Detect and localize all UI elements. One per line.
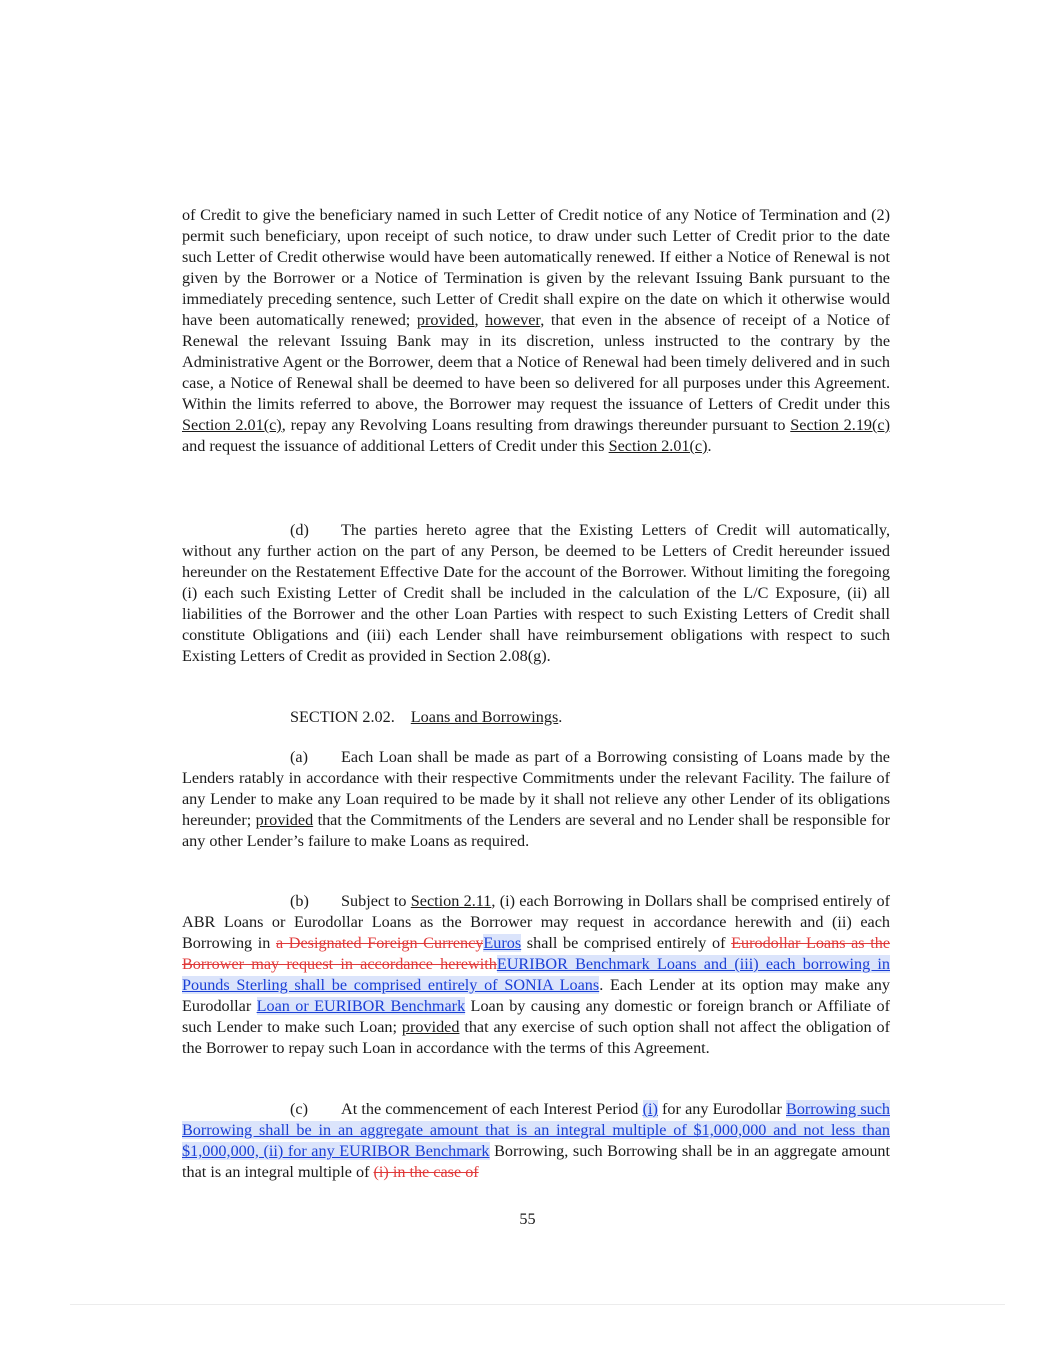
paragraph-interest-period-multiples <box>182 1099 890 1183</box>
section-heading <box>290 707 562 728</box>
section-number: SECTION 2.02. <box>290 708 395 726</box>
text-run: shall be comprised entirely of <box>521 934 732 952</box>
text-run: Loan by causing any domestic or foreign branch or Affiliate of such Lender to make such Loan; <box>182 997 890 1036</box>
inserted-text: EURIBOR Benchmark Loans and (iii) each borrowing in Pounds Sterling shall be comprised entirely of SONIA Loans <box>182 955 891 994</box>
inserted-text: Borrowing such Borrowing shall be in an aggregate amount that is an integral multiple of $1,000,000 and not less than $1,000,000, (ii) for any EURIBOR Benchmark <box>182 1100 890 1160</box>
text-run: . <box>558 708 563 726</box>
inserted-text: Loan or EURIBOR Benchmark <box>256 997 466 1015</box>
paragraph-label: (b) <box>290 892 309 910</box>
section-reference-link[interactable]: Section 2.01(c) <box>608 437 708 455</box>
text-run: At the commencement of each Interest Period <box>341 1100 643 1118</box>
paragraph-label: (a) <box>290 748 308 766</box>
paragraph-borrowing-composition <box>182 891 890 1059</box>
text-run: , repay any Revolving Loans resulting from drawings thereunder pursuant to <box>281 416 791 434</box>
deleted-text: Eurodollar Loans as the Borrower may request in accordance herewith <box>182 934 891 973</box>
paragraph-letter-of-credit-renewal <box>182 205 890 457</box>
term-provided: provided <box>255 811 314 829</box>
inserted-text: (i) <box>642 1100 658 1118</box>
page-number: 55 <box>519 1210 536 1228</box>
inserted-text: Euros <box>483 934 522 952</box>
text-run: The parties hereto agree that the Existing Letters of Credit will automatically, without any further action on the part of any Person, be deemed to be Letters of Credit hereunder issued hereunder on the Restatement Effective Date for the account of the Borrower. Without limiting the foregoing (i) each such Existing Letter of Credit shall be included in the calculation of the L/C Exposure, (ii) all liabilities of the Borrower and the other Loan Parties with respect to such Existing Letters of Credit shall constitute Obligations and (iii) each Lender shall have reimbursement obligations with respect to such Existing Letters of Credit as provided in Section 2.08(g). <box>182 521 890 665</box>
paragraph-loans-borrowing <box>182 747 890 852</box>
text-run: , (i) each Borrowing in Dollars shall be comprised entirely of ABR Loans or Eurodollar Loans as the Borrower may request in accordance herewith and (ii) each Borrowing in <box>182 892 890 952</box>
text-run: , <box>474 311 486 329</box>
paragraph-existing-letters-of-credit <box>182 520 890 667</box>
term-provided: provided <box>401 1018 460 1036</box>
deleted-text: (i) in the case of <box>373 1163 479 1181</box>
text-run: and request the issuance of additional Letters of Credit under this <box>182 437 609 455</box>
deleted-text: a Designated Foreign Currency <box>275 934 484 952</box>
text-run: that the Commitments of the Lenders are several and no Lender shall be responsible for any other Lender’s failure to make Loans as required. <box>182 811 890 850</box>
text-run: for any Eurodollar <box>657 1100 787 1118</box>
text-run: . Each Lender at its option may make any Eurodollar <box>182 976 890 1015</box>
section-title: Loans and Borrowings <box>410 708 559 726</box>
section-reference-link[interactable]: Section 2.01(c) <box>182 416 282 434</box>
term-provided: provided <box>416 311 475 329</box>
text-run: Each Loan shall be made as part of a Borrowing consisting of Loans made by the Lenders ratably in accordance with their respective Commitments under the relevant Facility. The failure of any Lender to make any Loan required to be made by it shall not relieve any other Lender of its obligations hereunder; <box>182 748 890 829</box>
paragraph-label: (d) <box>290 521 309 539</box>
text-run: of Credit to give the beneficiary named in such Letter of Credit notice of any Notice of Termination and (2) permit such beneficiary, upon receipt of such notice, to draw under such Letter of Credit prior to the date such Letter of Credit otherwise would have been automatically renewed. If either a Notice of Renewal is not given by the Borrower or a Notice of Termination is given by the relevant Issuing Bank pursuant to the immediately preceding sentence, such Letter of Credit shall expire on the date on which it otherwise would have been automatically renewed; <box>182 206 890 329</box>
page-bottom-divider <box>70 1304 1005 1305</box>
paragraph-label: (c) <box>290 1100 308 1118</box>
text-run: Borrowing, such Borrowing shall be in an aggregate amount that is an integral multiple of <box>182 1142 891 1181</box>
term-however: however <box>485 311 541 329</box>
text-run: Subject to <box>341 892 411 910</box>
text-run: . <box>707 437 712 455</box>
section-reference-link[interactable]: Section 2.19(c) <box>790 416 890 434</box>
text-run: , that even in the absence of receipt of a Notice of Renewal the relevant Issuing Bank may in its discretion, unless instructed to the contrary by the Administrative Agent or the Borrower, deem that a Notice of Renewal had been timely delivered and in such case, a Notice of Renewal shall be deemed to have been so delivered for all purposes under this Agreement. Within the limits referred to above, the Borrower may request the issuance of Letters of Credit under this <box>182 311 890 413</box>
text-run: that any exercise of such option shall not affect the obligation of the Borrower to repay such Loan in accordance with the terms of this Agreement. <box>182 1018 890 1057</box>
section-reference-link[interactable]: Section 2.11 <box>410 892 492 910</box>
